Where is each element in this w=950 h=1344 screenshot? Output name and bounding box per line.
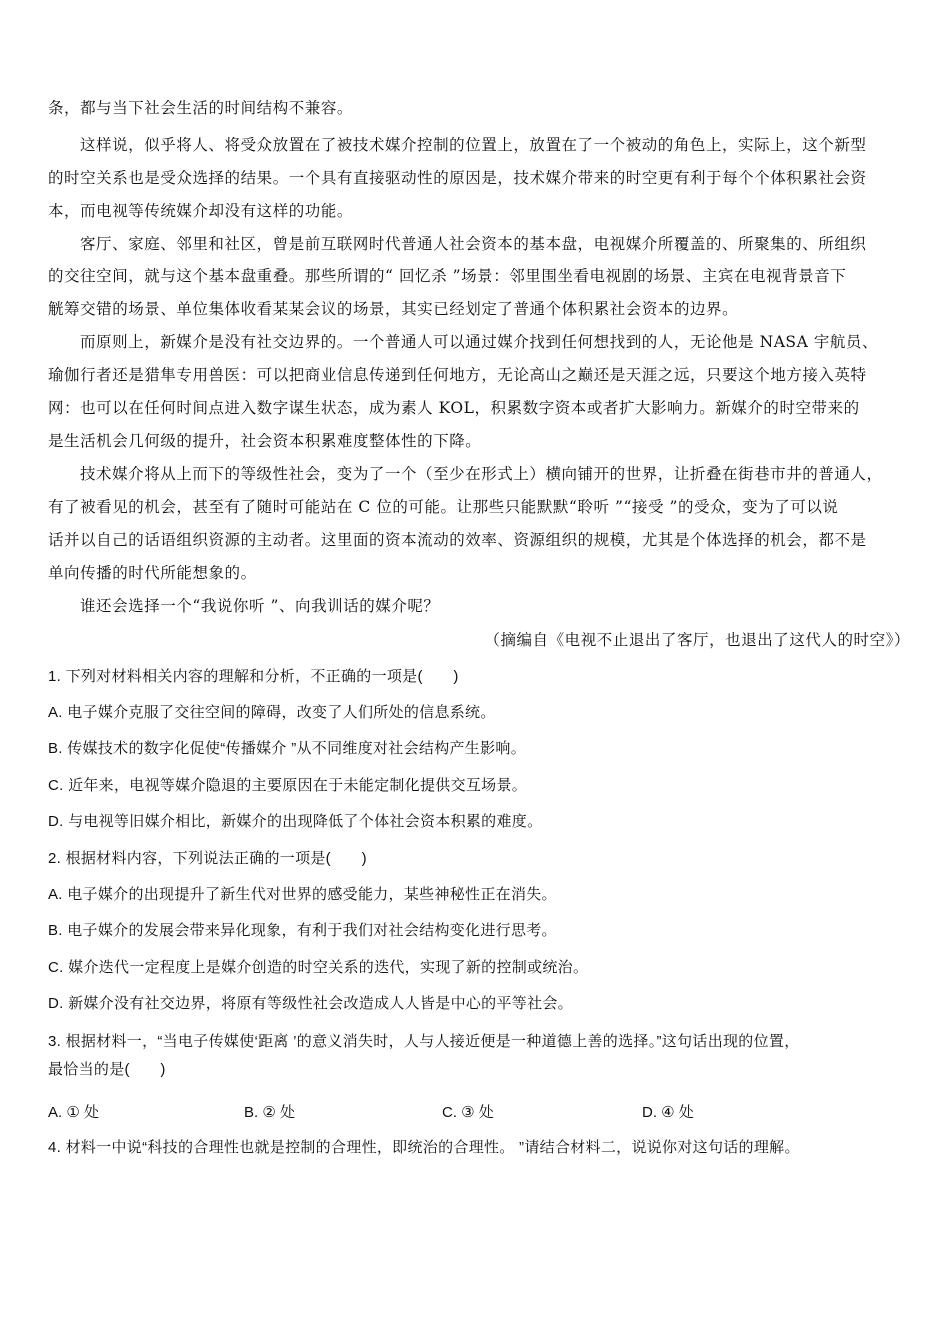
paragraph-line: 技术媒介将从上而下的等级性社会，变为了一个（至少在形式上）横向铺开的世界，让折叠在街巷市井的普通人，: [80, 465, 883, 483]
paragraph-line: 觥筹交错的场景、单位集体收看某某会议的场景，其实已经划定了普通个体积累社会资本的边界。: [48, 300, 739, 318]
question-3-option-a: A. ① 处: [48, 1104, 99, 1121]
question-2-option-a: A. 电子媒介的出现提升了新生代对世界的感受能力，某些神秘性正在消失。: [48, 886, 557, 903]
question-2-option-b: B. 电子媒介的发展会带来异化现象，有利于我们对社会结构变化进行思考。: [48, 922, 557, 939]
question-3-option-d: D. ④ 处: [642, 1104, 694, 1121]
question-1-option-c: C. 近年来，电视等媒介隐退的主要原因在于未能定制化提供交互场景。: [48, 777, 528, 794]
question-1-option-d: D. 与电视等旧媒介相比，新媒介的出现降低了个体社会资本积累的难度。: [48, 813, 543, 830]
question-4: 4. 材料一中说“科技的合理性也就是控制的合理性，即统治的合理性。 ”请结合材料二，说说你对这句话的理解。: [48, 1139, 800, 1156]
paragraph-line: 客厅、家庭、邻里和社区，曾是前互联网时代普通人社会资本的基本盘，电视媒介所覆盖的、所聚集的、所组织: [80, 235, 867, 253]
paragraph-line: 的时空关系也是受众选择的结果。一个具有直接驱动性的原因是，技术媒介带来的时空更有利于每个个体积累社会资: [48, 169, 867, 187]
paragraph-line: 瑜伽行者还是猎隼专用兽医：可以把商业信息传递到任何地方，无论高山之巅还是天涯之远，只要这个地方接入英特: [48, 366, 867, 384]
question-3-option-c: C. ③ 处: [442, 1104, 494, 1121]
paragraph-line: 而原则上，新媒介是没有社交边界的。一个普通人可以通过媒介找到任何想找到的人，无论他是 NASA 宇航员、: [80, 333, 879, 351]
question-3-option-b: B. ② 处: [244, 1104, 295, 1121]
paragraph-line: 话并以自己的话语组织资源的主动者。这里面的资本流动的效率、资源组织的规模，尤其是个体选择的机会，都不是: [48, 531, 867, 549]
paragraph-line: 单向传播的时代所能想象的。: [48, 564, 257, 582]
question-3-continued: 最恰当的是( ): [48, 1061, 166, 1078]
question-1: 1. 下列对材料相关内容的理解和分析，不正确的一项是( ): [48, 668, 459, 685]
source-citation: （摘编自《电视不止退出了客厅，也退出了这代人的时空》）: [484, 631, 910, 649]
question-2: 2. 根据材料内容，下列说法正确的一项是( ): [48, 850, 367, 867]
question-1-option-a: A. 电子媒介克服了交往空间的障碍，改变了人们所处的信息系统。: [48, 704, 496, 721]
paragraph-line: 条，都与当下社会生活的时间结构不兼容。: [48, 99, 353, 117]
paragraph-line: 谁还会选择一个“我说你听 ”、向我训话的媒介呢？: [80, 597, 440, 615]
question-3: 3. 根据材料一，“当电子传媒使‘距离 ’的意义消失时，人与人接近便是一种道德上善的选择。”这句话出现的位置，: [48, 1033, 800, 1050]
question-2-option-c: C. 媒介迭代一定程度上是媒介创造的时空关系的迭代，实现了新的控制或统治。: [48, 959, 589, 976]
paragraph-line: 是生活机会几何级的提升，社会资本积累难度整体性的下降。: [48, 432, 482, 450]
question-1-option-b: B. 传媒技术的数字化促使“传播媒介 ”从不同维度对社会结构产生影响。: [48, 740, 527, 757]
question-2-option-d: D. 新媒介没有社交边界，将原有等级性社会改造成人人皆是中心的平等社会。: [48, 995, 573, 1012]
paragraph-line: 有了被看见的机会，甚至有了随时可能站在 C 位的可能。让那些只能默默“聆听 ”“接受 ”的受众，变为了可以说: [48, 498, 839, 516]
paragraph-line: 这样说，似乎将人、将受众放置在了被技术媒介控制的位置上，放置在了一个被动的角色上，实际上，这个新型: [80, 136, 867, 154]
paragraph-line: 网：也可以在任何时间点进入数字谋生状态，成为素人 KOL，积累数字资本或者扩大影响力。新媒介的时空带来的: [48, 399, 860, 417]
paragraph-line: 本，而电视等传统媒介却没有这样的功能。: [48, 202, 353, 220]
paragraph-line: 的交往空间，就与这个基本盘重叠。那些所谓的“ 回忆杀 ”场景：邻里围坐看电视剧的场景、主宾在电视背景音下: [48, 267, 847, 285]
